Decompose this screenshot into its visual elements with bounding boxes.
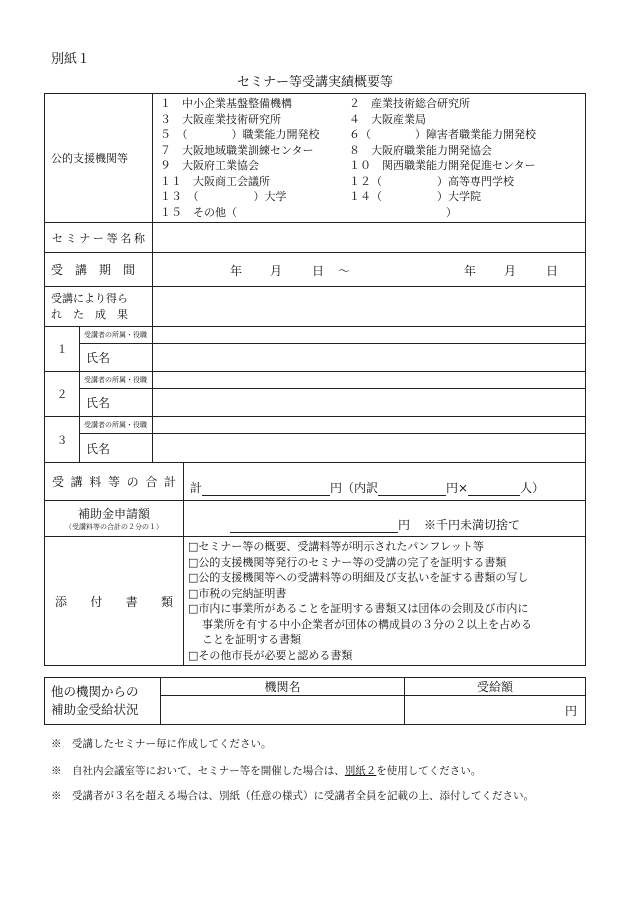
fee-times-label: 円×: [446, 481, 469, 495]
org-name-header: 機関名: [161, 678, 405, 696]
org-option[interactable]: ６（ ）障害者職業能力開発校: [349, 128, 536, 141]
affiliation-field[interactable]: [153, 372, 586, 389]
org-option[interactable]: １ 中小企業基盤整備機構: [160, 97, 292, 110]
period-label: 受 講 期 間: [45, 253, 153, 287]
name-label: 氏名: [80, 344, 153, 372]
attendee-number: ３: [45, 417, 80, 463]
attachments-label: 添 付 書 類: [45, 537, 184, 666]
support-orgs-label: 公的支援機関等: [45, 94, 153, 223]
org-option[interactable]: １２（ ）高等専門学校: [349, 174, 514, 188]
org-option[interactable]: ９ 大阪府工業協会: [160, 159, 259, 172]
fee-persons-field[interactable]: [468, 481, 520, 496]
results-label: [45, 287, 153, 327]
end-day-label: 日: [546, 264, 559, 278]
name-field[interactable]: [153, 344, 586, 372]
attachment-checkbox[interactable]: □セミナー等の概要、受講料等が明示されたパンフレット等: [188, 540, 484, 553]
fee-unit-field[interactable]: [378, 481, 446, 496]
end-year-label: 年: [464, 264, 477, 278]
seminar-report-table: [44, 93, 586, 666]
note-2-before: ※ 自社内会議室等において、セミナー等を開催した場合は、: [51, 765, 345, 777]
results-label-line2: れ た 成 果: [51, 307, 128, 321]
note-2-after: を使用してください。: [376, 765, 482, 777]
end-month-label: 月: [504, 264, 517, 278]
amount-header: 受給額: [405, 678, 586, 696]
attachment-checkbox[interactable]: □市税の完納証明書: [188, 586, 287, 600]
org-option[interactable]: １０ 関西職業能力開発促進センター: [349, 159, 536, 172]
org-option[interactable]: １１ 大阪商工会議所: [160, 174, 270, 188]
note-1: ※ 受講したセミナー毎に作成してください。: [51, 738, 272, 750]
attendee-number: １: [45, 327, 80, 372]
tilde: ～: [338, 264, 351, 278]
org-option[interactable]: ５ （ ）職業能力開発校: [160, 128, 320, 141]
org-option[interactable]: ４ 大阪産業局: [349, 112, 426, 126]
note-2: [51, 763, 481, 778]
attachment-checkbox[interactable]: □公的支援機関等発行のセミナー等の受講の完了を証明する書類: [188, 555, 507, 569]
form-2-link: 別紙２: [344, 765, 377, 777]
name-field[interactable]: [153, 389, 586, 417]
attachment-text-cont: 事業所を有する中小企業者が団体の構成員の３分の２以上を占める: [202, 617, 532, 631]
subsidy-yen: 円: [398, 518, 411, 532]
org-option[interactable]: ２ 産業技術総合研究所: [349, 97, 470, 110]
subsidy-note: ※千円未満切捨て: [424, 518, 521, 532]
attendee-number: ２: [45, 372, 80, 417]
amount-field[interactable]: [405, 696, 586, 725]
attachment-checkbox[interactable]: □その他市長が必要と認める書類: [188, 648, 353, 662]
amount-yen: 円: [564, 703, 577, 718]
attachment-text-cont: ことを証明する書類: [202, 633, 301, 646]
org-option[interactable]: ８ 大阪府職業能力開発協会: [349, 143, 492, 157]
results-field[interactable]: [153, 287, 586, 327]
results-label-line1: 受講により得ら: [51, 291, 128, 305]
org-option[interactable]: １４（ ）大学院: [349, 190, 481, 203]
seminar-name-field[interactable]: [153, 223, 586, 253]
name-field[interactable]: [153, 434, 586, 463]
affiliation-label: 受講者の所属・役職: [80, 372, 153, 389]
org-option[interactable]: ７ 大阪地域職業訓練センター: [160, 143, 314, 157]
affiliation-label: 受講者の所属・役職: [80, 327, 153, 344]
start-month-label: 月: [270, 264, 283, 278]
form-label: 別紙１: [51, 52, 91, 67]
start-day-label: 日: [312, 264, 325, 278]
affiliation-field[interactable]: [153, 417, 586, 434]
start-year-label: 年: [230, 264, 243, 278]
subsidy-label: [45, 501, 184, 537]
org-name-field[interactable]: [161, 696, 405, 725]
other-subsidy-label-line1: 他の機関からの: [51, 684, 139, 699]
other-subsidy-label-line2: 補助金受給状況: [51, 702, 139, 717]
org-option[interactable]: １５ その他（ ）: [160, 205, 457, 219]
affiliation-label: 受講者の所属・役職: [80, 417, 153, 434]
fee-total-amount-field[interactable]: [202, 481, 330, 496]
support-orgs-list: [153, 94, 586, 223]
fee-total-prefix: 計: [190, 481, 203, 495]
attachment-checkbox[interactable]: □市内に事業所があることを証明する書類又は団体の会則及び市内に: [188, 602, 529, 615]
name-label: 氏名: [80, 389, 153, 417]
seminar-name-label: セミナー等名称: [45, 223, 153, 253]
affiliation-field[interactable]: [153, 327, 586, 344]
fee-persons-label: 人）: [520, 481, 545, 495]
org-option[interactable]: ３ 大阪産業技術研究所: [160, 112, 281, 126]
name-label: 氏名: [80, 434, 153, 463]
subsidy-label-main: 補助金申請額: [77, 507, 150, 521]
fee-total-field[interactable]: [184, 463, 586, 501]
attachments-list: [184, 537, 586, 666]
attachment-checkbox[interactable]: □公的支援機関等への受講料等の明細及び支払いを証する書類の写し: [188, 571, 529, 584]
subsidy-field[interactable]: [184, 501, 586, 537]
other-subsidy-label: [45, 678, 161, 725]
fee-total-label: 受講料等の合計: [45, 463, 184, 501]
period-field[interactable]: [153, 253, 586, 287]
page-title: セミナー等受講実績概要等: [236, 75, 393, 90]
subsidy-amount-field[interactable]: [230, 518, 398, 533]
note-3: ※ 受講者が３名を超える場合は、別紙（任意の様式）に受講者全員を記載の上、添付してください。: [51, 790, 534, 802]
other-subsidy-table: [44, 677, 586, 725]
subsidy-sublabel: （受講料等の合計の２分の１）: [65, 523, 163, 531]
org-option[interactable]: １３ （ ）大学: [160, 190, 287, 203]
fee-breakdown-label: 円（内訳: [330, 481, 379, 495]
